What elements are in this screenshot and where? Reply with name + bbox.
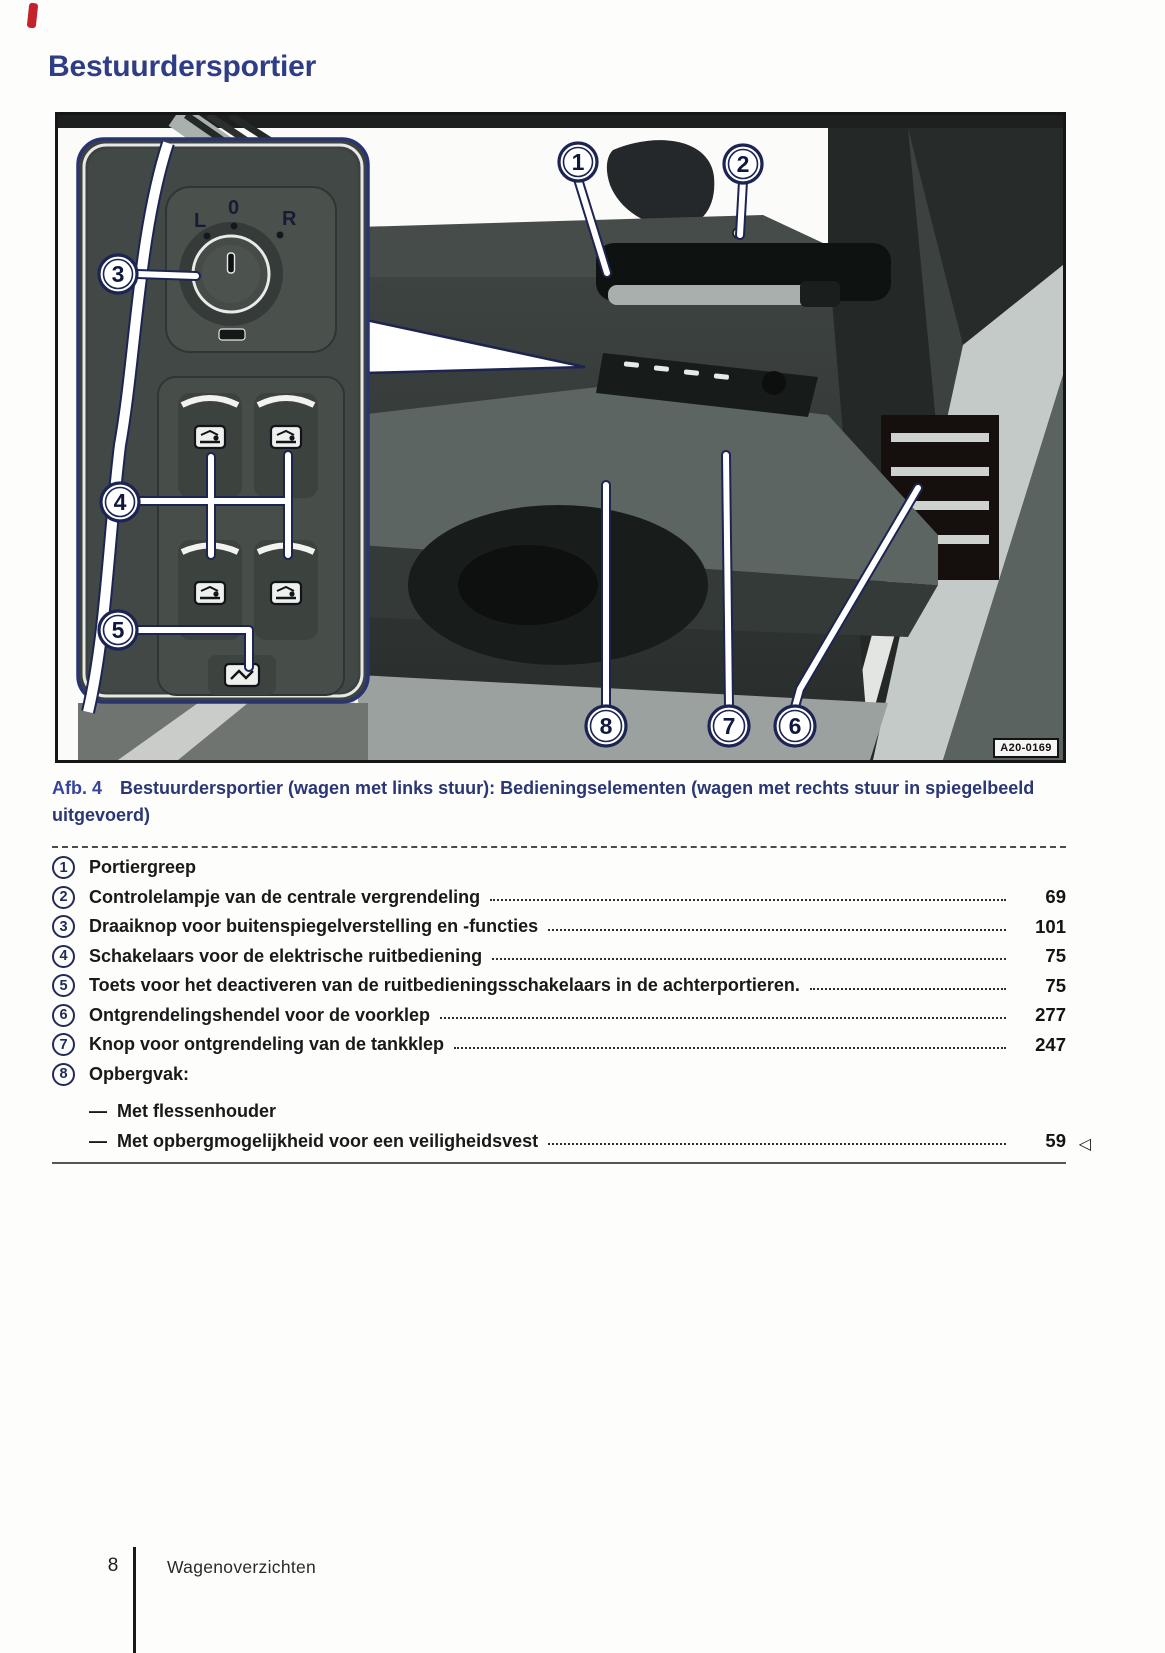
legend-page-ref: 247	[1035, 1033, 1066, 1055]
legend-page-ref: 101	[1035, 915, 1066, 937]
callout-5	[99, 611, 137, 649]
figure-caption	[52, 775, 1054, 829]
mirror-adjust-knob	[166, 187, 336, 352]
legend-item-label: Draaiknop voor buitenspiegelverstelling en -functies	[89, 916, 539, 937]
svg-text:4: 4	[113, 489, 127, 515]
legend-item-label: Controlelampje van de centrale vergrendeling	[89, 886, 481, 907]
door-illustration	[58, 115, 1063, 760]
callout-8	[586, 706, 626, 746]
legend-item-label: Knop voor ontgrendeling van de tankklep	[89, 1034, 445, 1055]
callout-2	[724, 145, 762, 183]
legend-circled-number: 7	[52, 1033, 75, 1056]
legend-subitem-label: Met flessenhouder	[117, 1101, 277, 1122]
caption-label: Afb. 4	[52, 778, 103, 798]
legend-item-label: Ontgrendelingshendel voor de voorklep	[89, 1004, 431, 1025]
svg-text:8: 8	[599, 713, 613, 739]
section-end-triangle-icon: ◁	[1078, 1135, 1091, 1153]
svg-text:2: 2	[736, 151, 750, 177]
footer-page-number: 8	[107, 1555, 119, 1576]
legend-item-label: Schakelaars voor de elektrische ruitbediening	[89, 945, 483, 966]
legend-circled-number: 6	[52, 1004, 75, 1027]
legend-subitem-label: Met opbergmogelijkheid voor een veiligheidsvest	[117, 1130, 539, 1151]
dashed-divider	[52, 846, 1066, 848]
legend-item-label: Opbergvak:	[89, 1063, 190, 1084]
callout-4	[101, 483, 139, 521]
callout-6	[775, 706, 815, 746]
dot-leader	[454, 1047, 1006, 1049]
svg-text:5: 5	[111, 617, 125, 643]
door-figure	[55, 112, 1066, 763]
svg-text:7: 7	[722, 713, 736, 739]
mirror-label-neutral: 0	[228, 197, 240, 219]
door-handle	[608, 285, 813, 305]
legend-list	[52, 846, 1091, 1164]
dash-bullet: —	[89, 1101, 107, 1122]
footer-section-title: Wagenoverzichten	[167, 1557, 317, 1577]
callout-3	[99, 255, 137, 293]
legend-circled-number: 1	[52, 856, 75, 879]
mirror-label-left: L	[194, 210, 207, 232]
legend-circled-number: 2	[52, 886, 75, 909]
svg-text:6: 6	[788, 713, 802, 739]
red-scan-mark	[27, 3, 39, 29]
dot-leader	[440, 1017, 1006, 1019]
legend-item-2	[52, 883, 1066, 913]
page-title: Bestuurdersportier	[48, 50, 317, 83]
legend-item-8	[52, 1060, 1066, 1090]
legend-item-7	[52, 1030, 1066, 1060]
legend-subitems	[52, 1097, 1091, 1156]
mirror-label-right: R	[282, 208, 297, 230]
legend-item-1	[52, 853, 1066, 883]
legend-page-ref: 75	[1045, 974, 1066, 996]
legend-circled-number: 8	[52, 1063, 75, 1086]
callout-7	[709, 706, 749, 746]
legend-circled-number: 5	[52, 974, 75, 997]
dot-leader	[492, 958, 1006, 960]
legend-page-ref: 277	[1035, 1004, 1066, 1026]
dot-leader	[548, 1143, 1006, 1145]
solid-divider	[52, 1162, 1066, 1164]
legend-item-label: Portiergreep	[89, 857, 197, 878]
legend-item-3	[52, 912, 1066, 942]
dash-bullet: —	[89, 1130, 107, 1151]
dot-leader	[490, 899, 1006, 901]
legend-page-ref: 59	[1045, 1130, 1066, 1152]
dot-leader	[810, 988, 1006, 990]
callout-1	[559, 143, 597, 181]
legend-page-ref: 69	[1045, 886, 1066, 908]
legend-circled-number: 4	[52, 945, 75, 968]
image-code-label: A20-0169	[993, 738, 1059, 758]
caption-text: Bestuurdersportier (wagen met links stuur): Bedieningselementen (wagen met rechts stuur in spiegelbeeld uitgevoerd)	[52, 778, 1035, 825]
legend-subitem-2	[52, 1127, 1091, 1157]
legend-circled-number: 3	[52, 915, 75, 938]
legend-item-6	[52, 1001, 1066, 1031]
footer-divider-bar	[133, 1547, 136, 1653]
legend-page-ref: 75	[1045, 945, 1066, 967]
svg-text:3: 3	[111, 261, 125, 287]
dot-leader	[548, 929, 1006, 931]
legend-item-5	[52, 971, 1066, 1001]
mirror-fold-icon	[219, 329, 245, 340]
car-body-right	[828, 128, 1063, 760]
legend-item-4	[52, 942, 1066, 972]
legend-item-label: Toets voor het deactiveren van de ruitbedieningsschakelaars in de achterportieren.	[89, 975, 800, 996]
legend-subitem-1	[52, 1097, 1066, 1127]
svg-text:1: 1	[571, 149, 585, 175]
